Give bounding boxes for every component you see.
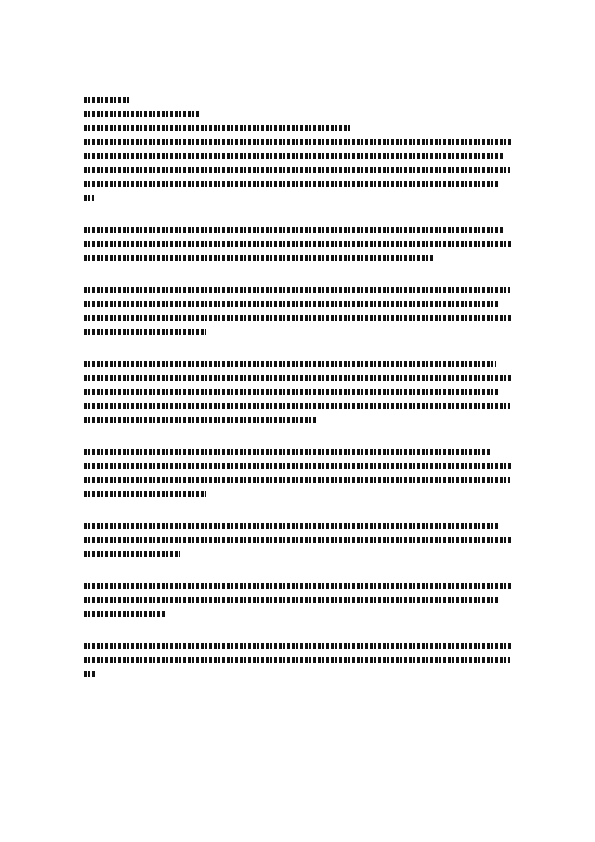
document-header <box>84 97 511 131</box>
text-line <box>84 287 510 293</box>
text-line <box>84 597 498 603</box>
paragraph-7 <box>84 583 511 617</box>
text-line <box>84 537 511 543</box>
paragraph-5 <box>84 449 511 497</box>
paragraph-4 <box>84 361 511 423</box>
paragraph-8 <box>84 643 511 677</box>
text-line <box>84 643 511 649</box>
text-line <box>84 523 500 529</box>
text-line <box>84 551 180 557</box>
text-line <box>84 657 510 663</box>
text-line <box>84 227 504 233</box>
text-line <box>84 329 206 335</box>
text-line <box>84 315 511 321</box>
text-line <box>84 195 94 201</box>
text-line <box>84 181 498 187</box>
text-line <box>84 167 510 173</box>
text-line <box>84 389 500 395</box>
text-line <box>84 463 511 469</box>
paragraph-2 <box>84 227 511 261</box>
text-line <box>84 417 318 423</box>
text-line <box>84 361 496 367</box>
text-line <box>84 153 504 159</box>
paragraph-1 <box>84 139 511 201</box>
text-line <box>84 403 510 409</box>
text-line <box>84 671 96 677</box>
document-page <box>84 97 511 703</box>
text-line <box>84 241 511 247</box>
text-line <box>84 375 511 381</box>
text-line <box>84 491 206 497</box>
header-line-3 <box>84 125 350 131</box>
header-line-2 <box>84 111 200 117</box>
text-line <box>84 139 511 145</box>
header-line-1 <box>84 97 130 103</box>
text-line <box>84 301 498 307</box>
text-line <box>84 583 511 589</box>
paragraph-6 <box>84 523 511 557</box>
text-line <box>84 449 490 455</box>
text-line <box>84 477 510 483</box>
text-line <box>84 255 434 261</box>
paragraph-3 <box>84 287 511 335</box>
text-line <box>84 611 166 617</box>
